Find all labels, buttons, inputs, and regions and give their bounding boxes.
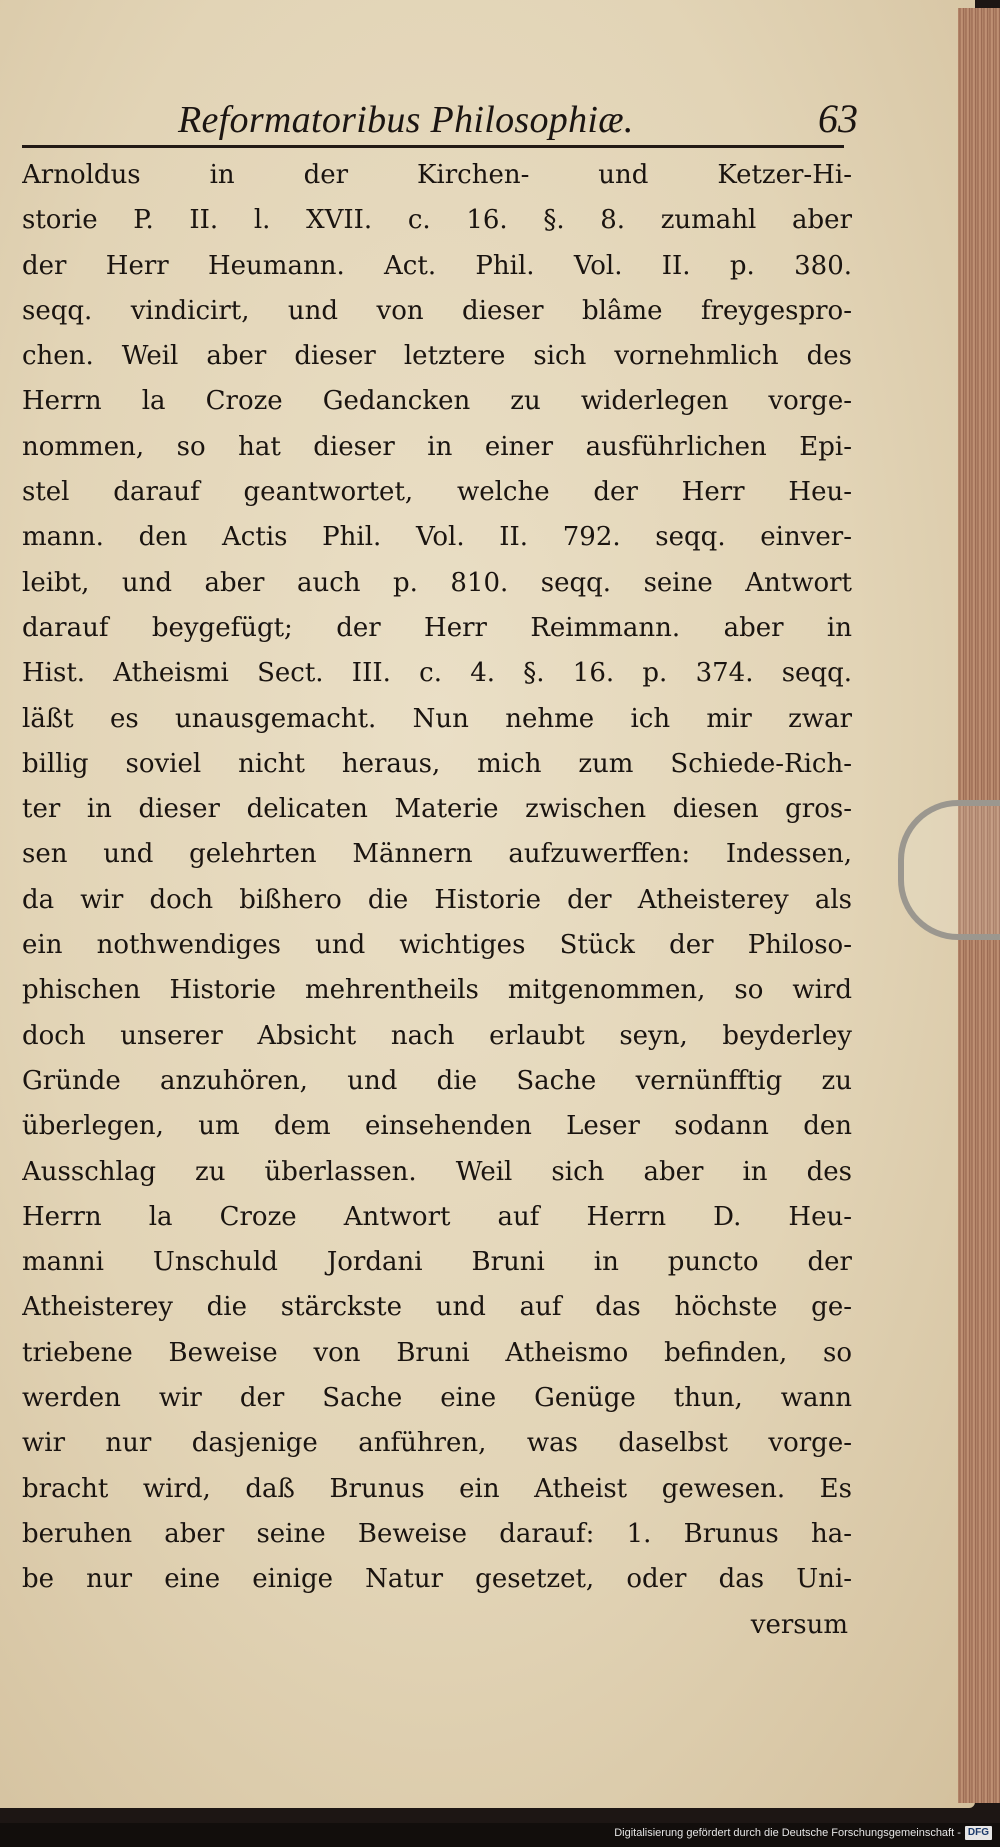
text-line: darauf beygefügt; der Herr Reimmann. aber in (22, 612, 852, 643)
catchword: versum (750, 1609, 848, 1640)
text-line: leibt, und aber auch p. 810. seqq. seine Antwort (22, 567, 852, 598)
text-line: Arnoldus in der Kirchen- und Ketzer-Hi- (22, 160, 852, 190)
text-line: Gründe anzuhören, und die Sache vernünfftig zu (22, 1065, 852, 1096)
text-line: der Herr Heumann. Act. Phil. Vol. II. p. 380. (22, 250, 852, 281)
text-line: ein nothwendiges und wichtiges Stück der Philoso- (22, 930, 852, 961)
text-line: da wir doch bißhero die Historie der Atheisterey als (22, 884, 852, 915)
text-line: läßt es unausgemacht. Nun nehme ich mir zwar (22, 703, 852, 734)
text-line: wir nur dasjenige anführen, was daselbst vorge- (22, 1428, 852, 1459)
footer-credit (614, 1826, 992, 1840)
body-text (22, 153, 852, 1648)
digitization-footer (0, 1823, 1000, 1847)
text-line: storie P. II. l. XVII. c. 16. §. 8. zumahl aber (22, 205, 852, 236)
text-line: phischen Historie mehrentheils mitgenommen, so wird (22, 975, 852, 1006)
text-line: billig soviel nicht heraus, mich zum Schiede-Rich- (22, 748, 852, 779)
text-line: stel darauf geantwortet, welche der Herr Heu- (22, 477, 852, 508)
text-line: chen. Weil aber dieser letztere sich vornehmlich des (22, 341, 852, 372)
text-line: sen und gelehrten Männern aufzuwerffen: Indessen, (22, 839, 852, 870)
text-line: mann. den Actis Phil. Vol. II. 792. seqq. einver- (22, 522, 852, 553)
text-line: bracht wird, daß Brunus ein Atheist gewesen. Es (22, 1473, 852, 1504)
text-line: Herrn la Croze Gedancken zu widerlegen vorge- (22, 386, 852, 417)
text-line: be nur eine einige Natur gesetzet, oder das Uni- (22, 1564, 852, 1595)
page-clip (898, 800, 1000, 940)
text-line: beruhen aber seine Beweise darauf: 1. Brunus ha- (22, 1518, 852, 1549)
text-line: seqq. vindicirt, und von dieser blâme freygespro- (22, 295, 852, 326)
text-line: nommen, so hat dieser in einer ausführlichen Epi- (22, 431, 852, 462)
text-line: ter in dieser delicaten Materie zwischen diesen gros- (22, 794, 852, 825)
text-line: Ausschlag zu überlassen. Weil sich aber in des (22, 1156, 852, 1187)
header-rule (22, 145, 844, 148)
dfg-logo: DFG (965, 1826, 992, 1840)
text-line: überlegen, um dem einsehenden Leser sodann den (22, 1111, 852, 1142)
page-number: 63 (818, 96, 858, 141)
running-title: Reformatoribus Philosophiæ. (178, 99, 634, 141)
text-line: Hist. Atheismi Sect. III. c. 4. §. 16. p. 374. seqq. (22, 658, 852, 689)
text-line: manni Unschuld Jordani Bruni in puncto der (22, 1247, 852, 1278)
text-line: Atheisterey die stärckste und auf das höchste ge- (22, 1292, 852, 1323)
text-line: Herrn la Croze Antwort auf Herrn D. Heu- (22, 1201, 852, 1232)
text-line: doch unserer Absicht nach erlaubt seyn, beyderley (22, 1020, 852, 1051)
footer-credit-text: Digitalisierung gefördert durch die Deutsche Forschungsgemeinschaft - (614, 1826, 961, 1839)
running-header (178, 82, 858, 142)
text-line: werden wir der Sache eine Genüge thun, wann (22, 1383, 852, 1414)
text-line: triebene Beweise von Bruni Atheismo befinden, so (22, 1337, 852, 1368)
